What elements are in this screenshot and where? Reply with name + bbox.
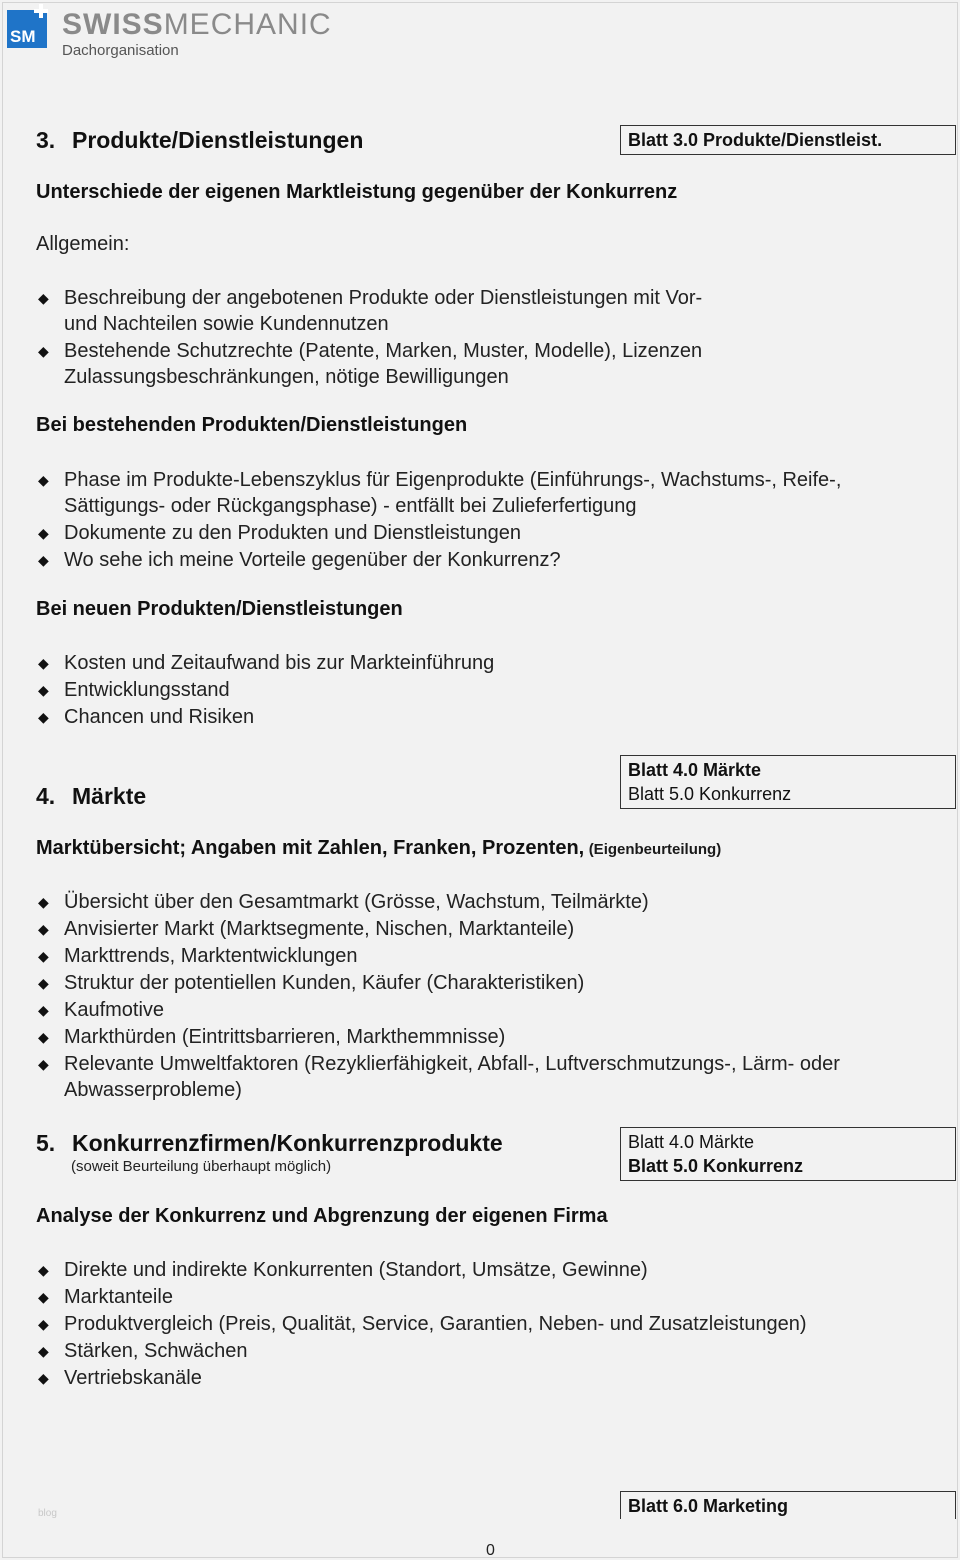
list-item: ◆ Übersicht über den Gesamtmarkt (Grösse, Wachstum, Teilmärkte) bbox=[38, 891, 649, 913]
section-4-ref-line-1: Blatt 4.0 Märkte bbox=[628, 760, 762, 780]
bullet-diamond-icon: ◆ bbox=[38, 472, 49, 488]
section-6-ref-box bbox=[620, 1491, 956, 1519]
page-number: 0 bbox=[486, 1542, 495, 1559]
list-item: ◆ Stärken, Schwächen bbox=[38, 1340, 248, 1362]
list-item: ◆ Marktanteile bbox=[38, 1286, 173, 1308]
list-item: ◆ Markttrends, Marktentwicklungen bbox=[38, 945, 358, 967]
section-4-number: 4. bbox=[36, 783, 56, 809]
logo-mark-icon bbox=[7, 4, 53, 48]
section-5-subheading: Analyse der Konkurrenz und Abgrenzung der eigenen Firma bbox=[36, 1205, 608, 1227]
bullet-diamond-icon: ◆ bbox=[38, 709, 49, 725]
new-products-list bbox=[36, 650, 936, 731]
logo-subtitle: Dachorganisation bbox=[62, 42, 179, 59]
general-list bbox=[36, 285, 936, 391]
new-products-heading: Bei neuen Produkten/Dienstleistungen bbox=[36, 598, 403, 620]
bullet-diamond-icon: ◆ bbox=[38, 1002, 49, 1018]
list-item: ◆ Bestehende Schutzrechte (Patente, Marken, Muster, Modelle), Lizenzen Zulassungsbeschränkungen, nötige Bewilligungen bbox=[38, 340, 703, 388]
watermark: blog bbox=[38, 1508, 57, 1519]
section-4-subheading-text: Marktübersicht; Angaben mit Zahlen, Franken, Prozenten, bbox=[36, 837, 585, 859]
section-5-number: 5. bbox=[36, 1130, 56, 1156]
list-item: ◆ Kaufmotive bbox=[38, 999, 165, 1021]
section-3-heading bbox=[36, 127, 363, 154]
logo-name-mechanic: MECHANIC bbox=[163, 8, 332, 41]
list-item: ◆ Produktvergleich (Preis, Qualität, Service, Garantien, Neben- und Zusatzleistungen) bbox=[38, 1313, 807, 1335]
list-item: ◆ Vertriebskanäle bbox=[38, 1367, 202, 1389]
bullet-diamond-icon: ◆ bbox=[38, 655, 49, 671]
section-3-subheading: Unterschiede der eigenen Marktleistung gegenüber der Konkurrenz bbox=[36, 181, 678, 203]
bullet-diamond-icon: ◆ bbox=[38, 1370, 49, 1386]
bullet-diamond-icon: ◆ bbox=[38, 921, 49, 937]
section-6-ref: Blatt 6.0 Marketing bbox=[628, 1496, 789, 1516]
bullet-diamond-icon: ◆ bbox=[38, 552, 49, 568]
section-4-title: Märkte bbox=[72, 783, 147, 809]
section-3-title: Produkte/Dienstleistungen bbox=[72, 127, 364, 153]
list-item: ◆ Phase im Produkte-Lebenszyklus für Eigenprodukte (Einführungs-, Wachstums-, Reife-, Sättigungs- oder Rückgangsphase) - entfällt bei Zulieferfertigung bbox=[38, 469, 842, 517]
bullet-diamond-icon: ◆ bbox=[38, 1289, 49, 1305]
section-3-ref: Blatt 3.0 Produkte/Dienstleist. bbox=[628, 130, 883, 150]
bullet-diamond-icon: ◆ bbox=[38, 290, 49, 306]
bullet-diamond-icon: ◆ bbox=[38, 1316, 49, 1332]
list-item: ◆ Entwicklungsstand bbox=[38, 679, 230, 701]
logo-name-swiss: SWISS bbox=[62, 8, 164, 41]
list-item: ◆ Relevante Umweltfaktoren (Rezyklierfähigkeit, Abfall-, Luftverschmutzungs-, Lärm- oder Abwasserprobleme) bbox=[38, 1053, 840, 1101]
section-5-note: (soweit Beurteilung überhaupt möglich) bbox=[71, 1158, 332, 1175]
section-4-subheading-note: (Eigenbeurteilung) bbox=[588, 841, 722, 858]
list-item: ◆ Beschreibung der angebotenen Produkte oder Dienstleistungen mit Vor- und Nachteilen sowie Kundennutzen bbox=[38, 287, 703, 335]
bullet-diamond-icon: ◆ bbox=[38, 948, 49, 964]
bullet-diamond-icon: ◆ bbox=[38, 343, 49, 359]
general-label: Allgemein: bbox=[36, 233, 130, 255]
logo-name bbox=[62, 8, 332, 42]
section-3-number: 3. bbox=[36, 127, 56, 153]
bullet-diamond-icon: ◆ bbox=[38, 894, 49, 910]
section-4-heading bbox=[36, 783, 146, 810]
logo-mark-text: SM bbox=[10, 27, 36, 46]
section-4-subheading bbox=[36, 837, 721, 860]
competition-list bbox=[36, 1257, 936, 1392]
list-item: ◆ Anvisierter Markt (Marktsegmente, Nischen, Marktanteile) bbox=[38, 918, 575, 940]
bullet-diamond-icon: ◆ bbox=[38, 1056, 49, 1072]
list-item: ◆ Chancen und Risiken bbox=[38, 706, 255, 728]
section-5-heading bbox=[36, 1130, 503, 1157]
list-item: ◆ Struktur der potentiellen Kunden, Käufer (Charakteristiken) bbox=[38, 972, 585, 994]
bullet-diamond-icon: ◆ bbox=[38, 1029, 49, 1045]
section-5-ref-box bbox=[620, 1127, 956, 1181]
company-logo bbox=[4, 2, 404, 62]
section-5-ref-line-1: Blatt 4.0 Märkte bbox=[628, 1132, 755, 1152]
existing-products-heading: Bei bestehenden Produkten/Dienstleistungen bbox=[36, 414, 468, 436]
section-4-ref-box bbox=[620, 755, 956, 809]
list-item: ◆ Wo sehe ich meine Vorteile gegenüber der Konkurrenz? bbox=[38, 549, 561, 571]
section-5-ref-line-2: Blatt 5.0 Konkurrenz bbox=[628, 1156, 804, 1176]
bullet-diamond-icon: ◆ bbox=[38, 1262, 49, 1278]
bullet-diamond-icon: ◆ bbox=[38, 682, 49, 698]
section-4-ref-line-2: Blatt 5.0 Konkurrenz bbox=[628, 784, 792, 804]
bullet-diamond-icon: ◆ bbox=[38, 975, 49, 991]
list-item: ◆ Direkte und indirekte Konkurrenten (Standort, Umsätze, Gewinne) bbox=[38, 1259, 648, 1281]
market-list bbox=[36, 889, 936, 1104]
existing-products-list bbox=[36, 467, 936, 574]
list-item: ◆ Markthürden (Eintrittsbarrieren, Markthemmnisse) bbox=[38, 1026, 506, 1048]
section-3-ref-box bbox=[620, 125, 956, 155]
section-5-title: Konkurrenzfirmen/Konkurrenzprodukte bbox=[72, 1130, 503, 1156]
bullet-diamond-icon: ◆ bbox=[38, 1343, 49, 1359]
bullet-diamond-icon: ◆ bbox=[38, 525, 49, 541]
list-item: ◆ Kosten und Zeitaufwand bis zur Markteinführung bbox=[38, 652, 495, 674]
list-item: ◆ Dokumente zu den Produkten und Dienstleistungen bbox=[38, 522, 521, 544]
